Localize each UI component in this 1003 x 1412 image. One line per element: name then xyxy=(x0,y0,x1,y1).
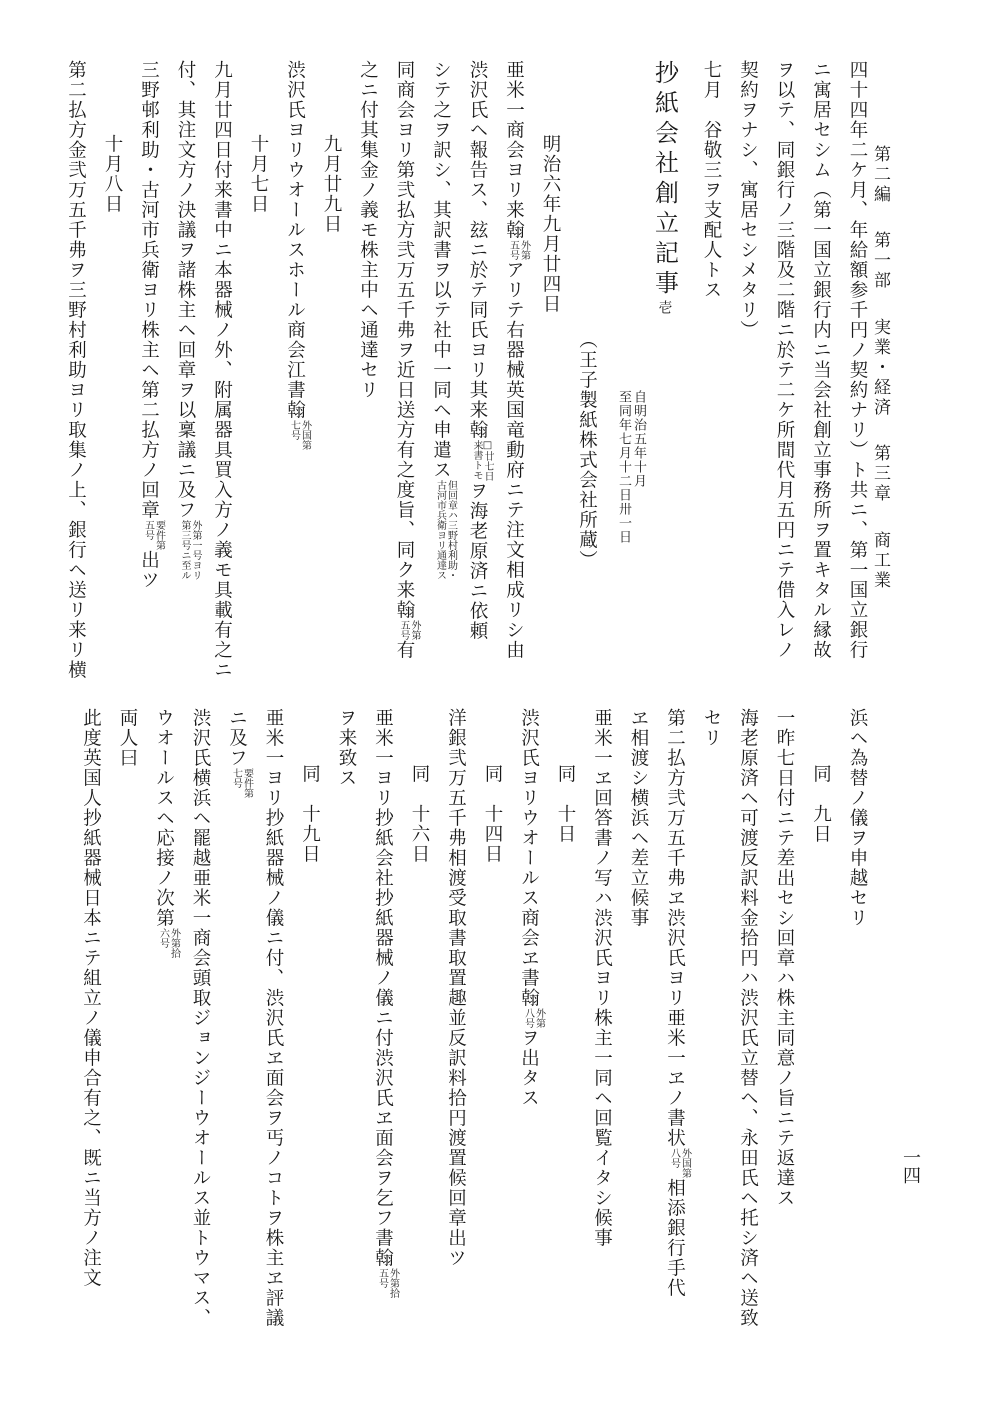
header-chapter-title: 商工業 xyxy=(870,530,890,591)
date-line: 同 十九日 xyxy=(299,764,321,864)
text-segment: 有 xyxy=(394,640,415,660)
note-part: 六号 xyxy=(157,928,169,948)
text-line: 契約ヲナシ、寓居セシメタリ） xyxy=(737,60,759,340)
note-part: 五号 xyxy=(142,520,154,540)
text-line xyxy=(422,60,459,660)
inline-note xyxy=(508,240,530,260)
text-segment: ヲ海老原済ニ依頼 xyxy=(467,481,488,641)
text-line: 両人曰 xyxy=(117,708,138,768)
text-segment: 亜米一商会ヨリ来翰 xyxy=(503,60,525,240)
text-segment: 第二払方弐万五千弗ヱ渋沢氏ヨリ亜米一ヱノ書状 xyxy=(664,708,686,1148)
date-line: 同 十四日 xyxy=(482,764,503,864)
inline-note xyxy=(398,620,420,640)
text-segment: 付、其注文方ノ決議ヲ諸株主ヘ回章ヲ以稟議ニ及フ xyxy=(175,60,196,520)
note-part: 外第 xyxy=(518,240,530,260)
spacer xyxy=(683,60,693,660)
text-segment: 亜米一ヨリ抄紙会社抄紙器械ノ儀ニ付渋沢氏ヱ面会ヲ乞フ書翰 xyxy=(372,708,394,1268)
note-part: □廿七日 xyxy=(482,440,493,481)
text-line: セリ xyxy=(701,708,722,748)
text-line: ニ寓居セシム（第一国立銀行内ニ当会社創立事務所ヲ置キタル縁故 xyxy=(810,60,832,660)
period-from: 自明治五年十月 xyxy=(631,390,646,488)
note-part: 要件第 xyxy=(153,520,165,550)
note-part: 外第 xyxy=(533,1008,545,1028)
text-line: ヱ相渡シ横浜ヘ差立候事 xyxy=(628,708,649,928)
text-line: 洋銀弐万五千弗相渡受取書取置趣並反訳料拾円渡置候回章出ツ xyxy=(445,708,467,1268)
note-part: 七号 xyxy=(288,420,300,440)
text-line xyxy=(130,60,167,660)
inline-note xyxy=(377,1268,399,1298)
inline-note xyxy=(179,520,201,580)
header-category: 実業・経済 xyxy=(870,317,890,418)
text-line xyxy=(364,708,401,1348)
note-part: 外第拾 xyxy=(168,928,180,958)
section-title-text: 抄紙会社創立記事 xyxy=(650,60,679,300)
inline-note xyxy=(669,1148,691,1178)
inline-note xyxy=(231,768,253,798)
inline-note xyxy=(158,928,180,958)
text-segment: 渋沢氏ヘ報告ス、玆ニ於テ同氏ヨリ其来翰 xyxy=(467,60,488,440)
text-line: 四十四年二ケ月、年給額参千円ノ契約ナリ）ト共ニ、第一国立銀行 xyxy=(847,60,868,660)
inline-note xyxy=(435,480,457,580)
note-part: 要件第 xyxy=(241,768,253,798)
inline-note xyxy=(143,520,165,550)
text-segment: 渋沢氏ヨリウオールスホール商会江書翰 xyxy=(284,60,306,420)
section-title xyxy=(646,60,683,660)
text-segment: ヲ出タス xyxy=(518,1028,540,1108)
source-note: （王子製紙株式会社所蔵） xyxy=(576,330,598,570)
text-line xyxy=(459,60,496,660)
date-line: 十月七日 xyxy=(248,134,269,214)
text-line: 九月廿四日付来書中ニ本器械ノ外、附属器具買入方ノ義モ具載有之ニ xyxy=(211,60,233,680)
text-segment: 同商会ヨリ第弐払方弐万五千弗ヲ近日送方有之度旨、同ク来翰 xyxy=(394,60,415,620)
date-line: 同 九日 xyxy=(810,764,832,844)
text-line: ヲ以テ、同銀行ノ三階及二階ニ於テ二ケ所間代月五円ニテ借入レノ xyxy=(774,60,795,660)
upper-text-block xyxy=(65,60,875,680)
text-line xyxy=(495,60,532,660)
section-title-number: 壱 xyxy=(656,300,673,320)
note-part: 但回章ハ三野村利助・ xyxy=(445,480,457,580)
text-segment: アリテ右器械英国竜動府ニテ注文相成リシ由 xyxy=(503,260,525,660)
date-line: 同 十六日 xyxy=(409,764,430,864)
text-segment: 三野邨利助・古河市兵衛ヨリ株主ヘ第二払方ノ回章 xyxy=(138,60,160,520)
text-segment: シテ之ヲ訳シ、其訳書ヲ以テ社中一同ヘ申遣ス xyxy=(430,60,452,480)
note-part: 来書トモ xyxy=(471,440,482,480)
note-part: 七号 xyxy=(230,768,242,788)
text-line: 亜米一ヨリ抄紙器械ノ儀ニ付、渋沢氏ヱ面会ヲ丐ノコトヲ株主ヱ評議 xyxy=(263,708,284,1328)
date-line: 明治六年九月廿四日 xyxy=(540,134,561,314)
note-part: 外国第 xyxy=(679,1148,691,1178)
note-part: 外第拾 xyxy=(387,1268,399,1298)
note-part: 古河市兵衛ヨリ通達ス xyxy=(434,480,446,580)
note-part: 外第 xyxy=(409,620,420,640)
period-note xyxy=(605,60,647,660)
text-segment: ニ及フ xyxy=(226,708,248,768)
text-line: 此度英国人抄紙器械日本ニテ組立ノ儀申合有之、既ニ当方ノ注文 xyxy=(80,708,102,1288)
text-line: 海老原済ヘ可渡反訳料金拾円ハ渋沢氏立替ヘ、永田氏ヘ托シ済ヘ送致 xyxy=(737,708,759,1328)
text-line: 渋沢氏横浜ヘ罷越亜米一商会頭取ジョンジーウオールス並トウマス、 xyxy=(190,708,211,1328)
text-line xyxy=(167,60,204,660)
date-line: 同 十日 xyxy=(555,764,576,844)
note-part: 八号 xyxy=(522,1008,534,1028)
text-segment: ウオールスヘ応接ノ次第 xyxy=(153,708,175,928)
text-line xyxy=(656,708,693,1348)
date-line: 九月廿九日 xyxy=(321,134,342,234)
note-part: 五号 xyxy=(398,620,409,640)
text-line: 浜ヘ為替ノ儀ヲ申越セリ xyxy=(847,708,868,928)
period-to: 至同年七月十二日卅一日 xyxy=(616,390,631,544)
note-part: 五号 xyxy=(376,1268,388,1288)
text-line xyxy=(218,708,255,1348)
text-line: 一昨七日付ニテ差出セシ回章ハ株主同意ノ旨ニテ返達ス xyxy=(774,708,795,1208)
note-part: 五号 xyxy=(507,240,519,260)
note-part: 第三号ニ至ル xyxy=(179,520,190,580)
lower-text-block xyxy=(65,708,875,1348)
text-segment: 出ツ xyxy=(138,550,160,590)
text-line: ヲ来致ス xyxy=(336,708,357,788)
header-volume: 第二編 xyxy=(870,145,890,205)
text-line: 亜米一ヱ回答書ノ写ハ渋沢氏ヨリ株主一同ヘ回覧イタシ候事 xyxy=(591,708,613,1248)
text-line: 七月 谷敬三ヲ支配人トス xyxy=(701,60,722,300)
text-line xyxy=(386,60,423,660)
inline-note xyxy=(289,420,311,450)
text-line xyxy=(276,60,313,660)
text-line: 之ニ付其集金ノ義モ株主中ヘ通達セリ xyxy=(357,60,379,400)
header-chapter: 第三章 xyxy=(870,444,890,505)
text-line xyxy=(145,708,182,1348)
header-part: 第一部 xyxy=(870,231,890,292)
note-part: 外第一号ヨリ xyxy=(190,520,201,580)
text-segment: 相添銀行手代 xyxy=(664,1178,686,1298)
note-part: 外国第 xyxy=(299,420,311,450)
text-line: 第二払方金弐万五千弗ヲ三野村利助ヨリ取集ノ上、銀行ヘ送リ来リ横 xyxy=(65,60,87,680)
date-line: 十月八日 xyxy=(102,134,123,214)
text-segment: 渋沢氏ヨリウオールス商会ヱ書翰 xyxy=(518,708,540,1008)
inline-note xyxy=(471,440,493,481)
page-number: 一四 xyxy=(900,1148,921,1184)
text-line xyxy=(510,708,547,1348)
note-part: 八号 xyxy=(668,1148,680,1168)
inline-note xyxy=(523,1008,545,1028)
